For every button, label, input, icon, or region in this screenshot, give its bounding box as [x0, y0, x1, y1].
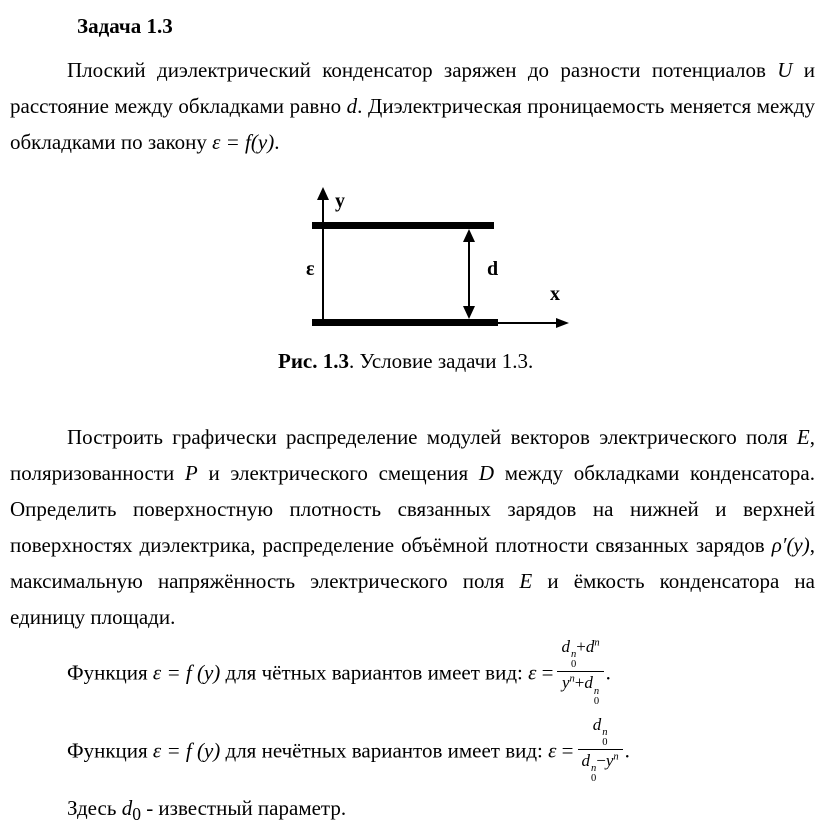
math-var-D: D — [478, 461, 495, 485]
minus-sign: − — [596, 750, 606, 770]
formula-lead-text: Функция — [67, 660, 153, 685]
capacitor-diagram — [10, 187, 815, 337]
formula-period: . — [605, 660, 611, 685]
task-text: между обкладками конденсатора. Определить поверхностную плотность связанных зарядов на нижней и верхней поверхностях диэлектрика, распределение объёмной плотности связанных зарядов — [10, 461, 815, 557]
task-text: , максимальную напряжённость электрического поля — [10, 533, 815, 593]
plus-sign: + — [574, 673, 585, 693]
superscript-n: n — [594, 637, 600, 649]
y-axis-line — [322, 198, 324, 324]
formula-mid-text: для чётных вариантов имеет вид: — [220, 660, 529, 685]
subsup-stack — [594, 687, 599, 707]
fraction-even — [557, 637, 603, 707]
d-dimension-label: d — [487, 258, 499, 280]
math-epsilon: ε — [548, 738, 557, 763]
superscript-n: n — [570, 649, 577, 661]
formula-lead-text: Функция — [67, 738, 153, 763]
x-axis-label: x — [550, 283, 560, 305]
math-epsilon-law: ε = f(y) — [212, 130, 275, 154]
task-paragraph — [10, 419, 815, 635]
subsup-stack — [602, 728, 607, 748]
math-var-y: y — [561, 673, 570, 693]
equals-sign: = — [541, 660, 554, 685]
math-var-d: d — [346, 94, 358, 118]
subscript-0: 0 — [132, 804, 141, 825]
epsilon-label: ε — [306, 258, 315, 280]
superscript-n: n — [593, 685, 600, 697]
top-plate — [312, 222, 494, 229]
x-axis-arrowhead-icon — [556, 318, 569, 328]
formula-odd-variants — [10, 715, 815, 791]
note-text: - известный параметр. — [140, 796, 347, 821]
subscript-0: 0 — [602, 736, 608, 748]
fraction-numerator — [578, 715, 623, 750]
intro-text: . — [274, 130, 280, 154]
math-var-d: d — [585, 637, 595, 656]
math-var-y: y — [605, 750, 614, 770]
bottom-plate — [312, 319, 498, 326]
fraction-denominator — [578, 750, 623, 784]
math-var-d0: d — [592, 714, 602, 734]
fraction-numerator — [557, 637, 603, 672]
intro-text: . Диэлектрическая проницаемость меняется между обкладками по закону — [10, 94, 815, 154]
math-var-d0: d — [561, 637, 570, 656]
task-text: и электрического смещения — [197, 461, 479, 485]
d-arrow-bottom-arrowhead-icon — [463, 306, 475, 319]
math-var-d0: d — [121, 796, 133, 821]
math-epsilon-function: ε = f (y) — [152, 660, 221, 685]
math-epsilon: ε — [528, 660, 537, 685]
plus-sign: + — [576, 637, 586, 656]
d-arrow-line — [468, 240, 470, 307]
intro-text: Плоский диэлектрический конденсатор заряжен до разности потенциалов — [67, 58, 778, 82]
math-var-U: U — [777, 58, 793, 82]
figure-caption-number: Рис. 1.3 — [278, 349, 349, 373]
math-var-d0: d — [581, 750, 590, 770]
intro-text: и расстояние между обкладками равно — [10, 58, 815, 118]
equals-sign: = — [561, 738, 574, 763]
subscript-0: 0 — [593, 695, 600, 707]
math-var-E: E — [796, 425, 810, 449]
y-axis-label: y — [335, 190, 345, 212]
intro-paragraph — [10, 52, 815, 160]
formula-mid-text: для нечётных вариантов имеет вид: — [220, 738, 549, 763]
math-epsilon-function: ε = f (y) — [152, 738, 221, 763]
fraction-denominator — [557, 672, 603, 706]
formula-even-variants — [10, 637, 815, 713]
math-var-d0: d — [584, 673, 593, 693]
task-text: и ёмкость конденсатора на единицу площади. — [10, 569, 815, 629]
formula-period: . — [624, 738, 630, 763]
superscript-n: n — [602, 726, 608, 738]
superscript-n: n — [591, 763, 597, 775]
note-text: Здесь — [67, 796, 122, 821]
math-var-P: P — [184, 461, 198, 485]
superscript-n: n — [569, 673, 575, 685]
x-axis-line — [496, 322, 558, 324]
math-var-E: E — [519, 569, 533, 593]
problem-title: Задача 1.3 — [77, 14, 173, 38]
parameter-note — [10, 792, 815, 830]
subscript-0: 0 — [591, 773, 597, 785]
subscript-0: 0 — [570, 659, 577, 671]
fraction-odd — [578, 715, 623, 785]
figure-caption — [278, 348, 815, 374]
task-text: , поляризованности — [10, 425, 815, 485]
figure-caption-text: . Условие задачи 1.3. — [349, 349, 534, 373]
superscript-n: n — [613, 751, 619, 763]
task-text: Построить графически распределение модулей векторов электрического поля — [67, 425, 797, 449]
math-rho-prime: ρ′(y) — [771, 533, 810, 557]
